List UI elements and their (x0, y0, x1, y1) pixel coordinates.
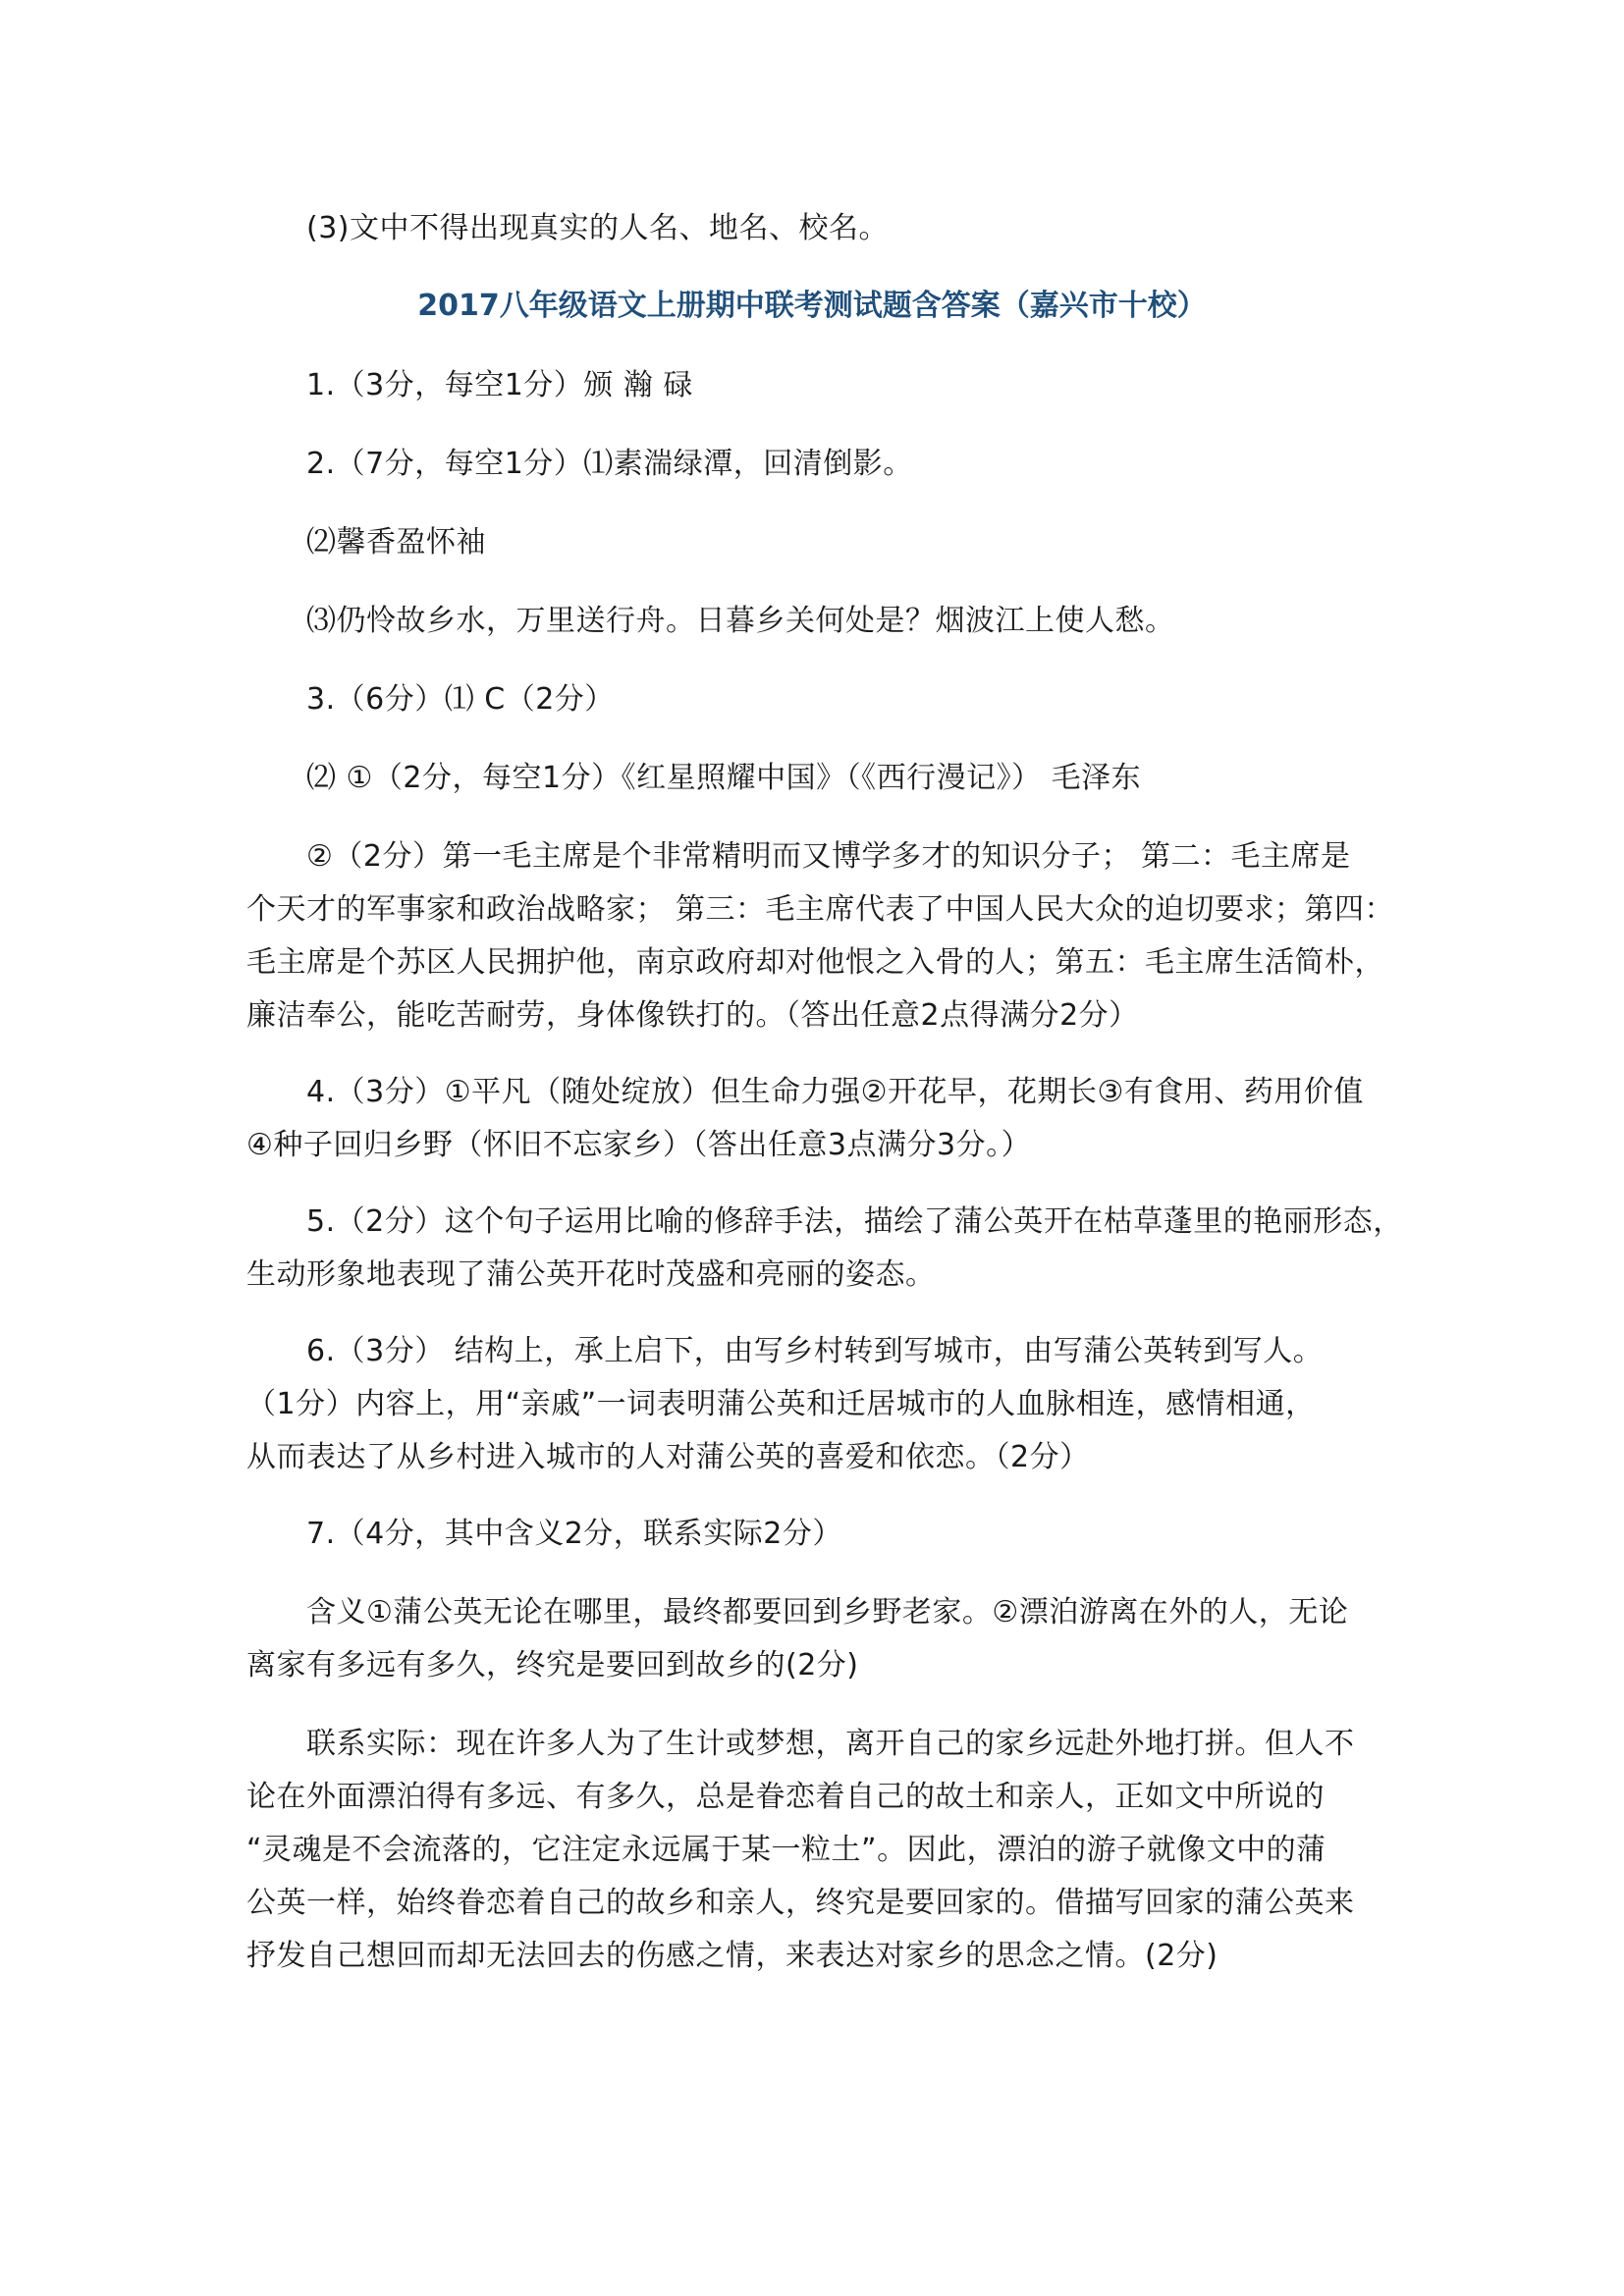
answer-2: 2.（7分，每空1分）⑴素湍绿潭，回清倒影。 (306, 447, 913, 481)
paragraph-line: 4.（3分）①平凡（随处绽放）但生命力强②开花早，花期长③有食用、药用价值 (306, 1075, 1364, 1109)
paragraph-line: 个天才的军事家和政治战略家； 第三：毛主席代表了中国人民大众的迫切要求；第四： (246, 892, 1395, 927)
answer-4 (246, 1066, 1405, 1172)
paragraph-line: ④种子回归乡野（怀旧不忘家乡）（答出任意3点满分3分。） (246, 1128, 1032, 1162)
paragraph-line: 6.（3分） 结构上，承上启下，由写乡村转到写城市，由写蒲公英转到写人。 (306, 1334, 1324, 1368)
paragraph-line: （1分）内容上，用“亲戚”一词表明蒲公英和迁居城市的人血脉相连，感情相通， (246, 1387, 1316, 1421)
paragraph-line: 5.（2分）这个句子运用比喻的修辞手法，描绘了蒲公英开在枯草蓬里的艳丽形态， (306, 1204, 1403, 1239)
answer-7-practice (246, 1718, 1405, 1983)
note-3: (3)文中不得出现真实的人名、地名、校名。 (306, 211, 889, 245)
paragraph-line: 含义①蒲公英无论在哪里，最终都要回到乡野老家。②漂泊游离在外的人，无论 (306, 1595, 1349, 1629)
answer-7: 7.（4分，其中含义2分，联系实际2分） (306, 1517, 842, 1551)
answer-2-part-2: ⑵馨香盈怀袖 (306, 525, 486, 560)
paragraph-line: 公英一样，始终眷恋着自己的故乡和亲人，终究是要回家的。借描写回家的蒲公英来 (246, 1886, 1355, 1920)
paragraph-line: ②（2分）第一毛主席是个非常精明而又博学多才的知识分子； 第二：毛主席是 (306, 839, 1351, 874)
answer-3-part-2: ⑵ ①（2分，每空1分）《红星照耀中国》（《西行漫记》） 毛泽东 (306, 761, 1142, 795)
paragraph-line: 廉洁奉公，能吃苦耐劳，身体像铁打的。（答出任意2点得满分2分） (246, 998, 1139, 1033)
answer-1: 1.（3分，每空1分）颁 瀚 碌 (306, 368, 693, 402)
answer-5 (246, 1196, 1405, 1302)
paragraph-line: “灵魂是不会流落的，它注定永远属于某一粒土”。因此，漂泊的游子就像文中的蒲 (246, 1833, 1326, 1867)
answer-6 (246, 1325, 1405, 1484)
paragraph-line: 生动形象地表现了蒲公英开花时茂盛和亮丽的姿态。 (246, 1257, 936, 1292)
answer-2-part-3: ⑶仍怜故乡水，万里送行舟。日暮乡关何处是？烟波江上使人愁。 (306, 604, 1175, 638)
paragraph-line: 联系实际：现在许多人为了生计或梦想，离开自己的家乡远赴外地打拼。但人不 (306, 1727, 1355, 1761)
paragraph-line: 抒发自己想回而却无法回去的伤感之情，来表达对家乡的思念之情。(2分) (246, 1939, 1218, 1973)
paragraph-line: 离家有多远有多久，终究是要回到故乡的(2分) (246, 1648, 859, 1682)
paragraph-line: 论在外面漂泊得有多远、有多久，总是眷恋着自己的故土和亲人，正如文中所说的 (246, 1780, 1325, 1814)
paragraph-line: 毛主席是个苏区人民拥护他，南京政府却对他恨之入骨的人；第五：毛主席生活简朴， (246, 945, 1384, 980)
answer-7-meaning (246, 1586, 1405, 1692)
page-title: 2017八年级语文上册期中联考测试题含答案（嘉兴市十校） (417, 289, 1207, 323)
answer-3-circle-2 (246, 830, 1405, 1042)
answer-3: 3.（6分）⑴ C（2分） (306, 682, 615, 717)
paragraph-line: 从而表达了从乡村进入城市的人对蒲公英的喜爱和依恋。（2分） (246, 1440, 1090, 1474)
